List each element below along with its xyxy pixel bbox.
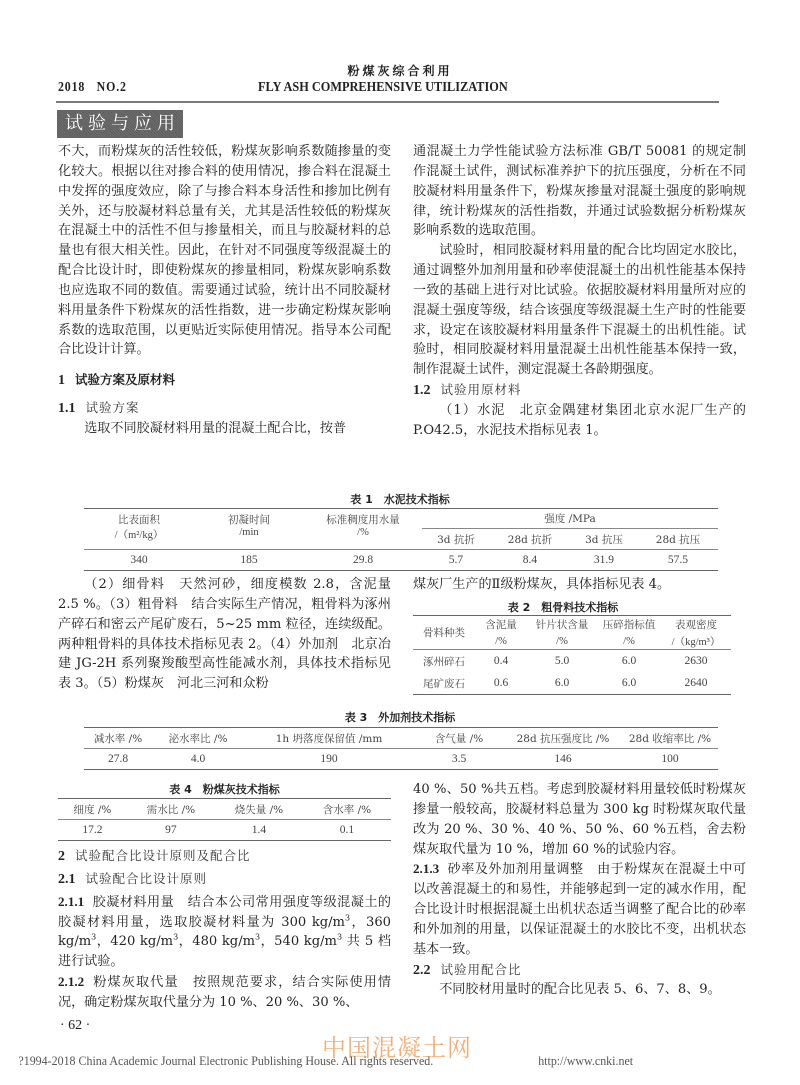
table-cell: 57.5	[667, 554, 689, 566]
heading-text: 试验配合比设计原则及配合比	[75, 848, 251, 863]
table-subheader: 3d 抗压	[585, 533, 623, 546]
table-unit: /%	[623, 635, 635, 647]
right-column-top	[413, 142, 746, 441]
table-subheader: 28d 抗压	[655, 533, 701, 546]
table-header: 骨料种类	[423, 627, 465, 639]
heading-text: 试验方案	[85, 400, 140, 416]
table-cell: 185	[240, 554, 258, 566]
table-cell: 31.9	[593, 554, 615, 566]
table-unit: /（kg/m³）	[671, 636, 721, 648]
table-row	[58, 820, 391, 841]
year-issue: 2018 NO.2	[58, 80, 127, 95]
heading-text: 试验用配合比	[440, 961, 522, 977]
paragraph: 试验时，相同胶凝材料用量的配合比均固定水胶比，通过调整外加剂用量和砂率使混凝土的出机性能基本保持一致的基础上进行对比试验。依据胶凝材料用量所对应的混凝土强度等级，结合该强度等级混凝土生产时的性能要求，设定在该胶凝材料用量条件下混凝土的出机性能。试验时，相同胶凝材料用量混凝土出机性能基本保持一致，制作混凝土试件，测定混凝土各龄期强度。	[413, 243, 746, 378]
table-cell: 5.0	[554, 655, 570, 667]
journal-title-cn: 粉煤灰综合利用	[347, 64, 453, 78]
table-1	[84, 508, 718, 571]
table-cell: 146	[554, 753, 572, 765]
paragraph: 不同胶材用量时的配合比见表 5、6、7、8、9。	[439, 982, 721, 998]
heading-number: 2	[58, 849, 65, 864]
table-cell: 6.0	[621, 677, 637, 689]
table-header: 标准稠度用水量 /%	[326, 514, 400, 538]
table-cell: 6.0	[621, 655, 637, 667]
table-1-title: 表 1 水泥技术指标	[350, 493, 450, 506]
heading-number: 1	[58, 373, 65, 389]
table-cell: 27.8	[107, 753, 129, 765]
table-cell: 29.8	[352, 554, 374, 566]
table-cell: 2630	[684, 655, 708, 667]
paragraph-title: 粉煤灰取代量	[92, 975, 179, 991]
table-header: 表观密度	[675, 619, 717, 631]
table-cell: 涿州碎石	[423, 655, 465, 668]
heading-1-1	[58, 398, 391, 419]
heading-number: 1.2	[413, 383, 431, 399]
table-cell: 17.2	[82, 824, 103, 836]
paragraph: 不大，而粉煤灰的活性较低，粉煤灰影响系数随掺量的变化较大。根据以往对掺合料的使用情况，掺合料在混凝土中发挥的强度效应，除了与掺合料本身活性和掺加比例有关外，还与胶凝材料总量有关，尤其是活性较低的粉煤灰在混凝土中的活性不但与掺量相关，而且与胶凝材料的总量也有很大相关性。因此，在针对不同强度等级混凝土的配合比设计时，即使粉煤灰的掺量相同，粉煤灰影响系数也应选取不同的数值。需要通过试验，统计出不同胶凝材料用量条件下粉煤灰的活性指数，进一步确定粉煤灰影响系数的选取范围，以更贴近实际使用情况。指导本公司配合比设计计算。	[58, 144, 391, 358]
paragraph-2-1-1: 2.1.1 胶凝材料用量 结合本公司常用强度等级混凝土的胶凝材料用量，选取胶凝材料量为 300 $kg/m^3$，360 $kg/m^3$，420 $kg/m^3$，480 $kg/m^3$，540 $kg/m^3$ 共 5 档进行试验。	[58, 893, 392, 970]
table-3-title: 表 3 外加剂技术指标	[344, 711, 456, 724]
left-column-top	[58, 142, 391, 439]
heading-1	[58, 370, 391, 391]
table-header: 比表面积 /（m²/kg）	[114, 514, 164, 541]
paragraph: 选取不同胶凝材料用量的混凝土配合比，按普	[84, 420, 347, 436]
table-header: 28d 抗压强度比 /%	[516, 732, 610, 745]
heading-2-1	[58, 869, 391, 890]
paragraph: （1）水泥 北京金隅建材集团北京水泥厂生产的 P.O42.5，水泥技术指标见表 1。	[413, 402, 746, 438]
table-header: 28d 收缩率比 /%	[628, 732, 712, 745]
table-cell: 1.4	[251, 824, 267, 836]
copyright-text: ?1994-2018 China Academic Journal Electronic Publishing House. All rights reserved.	[18, 1053, 434, 1068]
table-row	[84, 749, 718, 770]
heading-1-2	[413, 380, 746, 401]
table-header: 针片状含量	[535, 619, 589, 631]
table-cell: 190	[320, 753, 338, 765]
paragraph-2-1-2: 2.1.2 粉煤灰取代量 按照规范要求，结合实际使用情况，确定粉煤灰取代量分为 10 %、20 %、30 %、	[58, 974, 392, 1010]
heading-number: 2.2	[413, 962, 431, 978]
table-header: 1h 坍落度保留值 /mm	[275, 732, 383, 745]
heading-text: 试验方案及原材料	[75, 372, 176, 388]
header-rule	[56, 101, 719, 103]
table-cell: 3.5	[451, 753, 467, 765]
table-cell: 5.7	[448, 554, 464, 566]
table-4-title: 表 4 粉煤灰技术指标	[169, 783, 280, 796]
table-subheader: 3d 抗折	[437, 533, 475, 546]
table-header: 减水率 /%	[93, 732, 143, 745]
heading-2-2	[413, 960, 746, 981]
table-cell: 340	[130, 554, 148, 566]
table-cell: 6.0	[554, 677, 570, 689]
watermark: 中国混凝土网	[322, 1034, 472, 1062]
table-cell: 0.4	[493, 655, 509, 667]
heading-number: 2.1	[58, 871, 76, 887]
left-column-mid	[58, 575, 391, 694]
paragraph-number: 2.1.2	[58, 974, 85, 990]
paragraph: 通混凝土力学性能试验方法标准 GB/T 50081 的规定制作混凝土试件，测试标准养护下的抗压强度，分析在不同胶凝材料用量条件下，粉煤灰掺量对混凝土强度的影响规律，统计粉煤灰的活性指数，并通过试验数据分析粉煤灰影响系数的选取范围。	[413, 144, 746, 239]
table-2-title: 表 2 粗骨料技术指标	[507, 601, 619, 614]
table-cell: 0.1	[339, 824, 355, 836]
table-row	[84, 550, 718, 571]
paragraph-2-1-3: 2.1.3 砂率及外加剂用量调整 由于粉煤灰在混凝土中可以改善混凝土的和易性，并能够起到一定的减水作用，配合比设计时根据混凝土出机状态适当调整了配合比的砂率和外加剂的用量，以保证混凝土的水胶比不变，出机状态基本一致。	[413, 861, 747, 957]
paragraph: （2）细骨料 天然河砂，细度模数 2.8，含泥量 2.5 %。（3）粗骨料 结合实际生产情况，粗骨料为涿州产碎石和密云产尾矿废石，5~25 mm 粒径，连续级配。两种粗骨料的具体技术指标见表 2。（4）外加剂 北京冶建 JG-2H 系列聚羧酸型高性能减水剂，具体技术指标见表 3。（5）粉煤灰 河北三河和众粉	[58, 577, 391, 692]
footer-link[interactable]: http://www.cnki.net	[538, 1053, 634, 1068]
table-header: 细度 /%	[73, 803, 112, 816]
paragraph-number: 2.1.1	[58, 893, 85, 909]
table-cell: 97	[165, 824, 177, 836]
right-column-mid	[413, 575, 746, 595]
table-header: 初凝时间 /min	[228, 514, 270, 538]
table-cell: 尾矿废石	[423, 677, 465, 690]
table-unit: /%	[495, 635, 507, 647]
table-header: 强度 /MPa	[422, 509, 718, 529]
heading-2	[58, 846, 391, 867]
table-header: 压碎指标值	[602, 619, 656, 631]
table-header: 含水率 /%	[322, 803, 372, 816]
table-cell: 8.4	[522, 554, 538, 566]
paragraph: 煤灰厂生产的Ⅱ级粉煤灰，具体指标见表 4。	[413, 577, 671, 592]
journal-title-en: FLY ASH COMPREHENSIVE UTILIZATION	[258, 80, 508, 95]
table-row	[413, 672, 731, 695]
heading-number: 1.1	[58, 401, 76, 417]
paragraph-number: 2.1.3	[413, 861, 440, 877]
table-header: 泌水率比 /%	[168, 732, 228, 745]
table-header: 含气量 /%	[434, 732, 484, 745]
table-header: 需水比 /%	[146, 803, 196, 816]
table-cell: 0.6	[493, 677, 509, 689]
page-number: · 62 ·	[60, 1018, 91, 1033]
table-2	[413, 615, 731, 695]
table-header: 含泥量	[485, 619, 517, 631]
right-column-bottom	[413, 780, 746, 1000]
paragraph-title: 砂率及外加剂用量调整	[447, 862, 584, 878]
table-cell: 2640	[684, 677, 708, 689]
table-row	[413, 650, 731, 673]
left-column-bottom	[58, 846, 391, 1013]
table-3	[84, 727, 718, 770]
table-4	[58, 798, 391, 841]
heading-text: 试验配合比设计原则	[85, 870, 208, 886]
table-header: 烧失量 /%	[234, 803, 284, 816]
paragraph: 40 %、50 %共五档。考虑到胶凝材料用量较低时粉煤灰掺量一般较高，胶凝材料总量为 300 kg 时粉煤灰取代量改为 20 %、30 %、40 %、50 %、60 %五档，舍去粉煤灰取代量为 10 %，增加 60 %的试验内容。	[413, 782, 746, 857]
table-cell: 100	[661, 753, 679, 765]
section-tag: 试验与应用	[57, 110, 183, 138]
table-cell: 4.0	[190, 753, 206, 765]
table-subheader: 28d 抗折	[507, 533, 553, 546]
heading-text: 试验用原材料	[440, 382, 522, 398]
paragraph-title: 胶凝材料用量	[92, 894, 175, 910]
table-unit: /%	[556, 635, 568, 647]
